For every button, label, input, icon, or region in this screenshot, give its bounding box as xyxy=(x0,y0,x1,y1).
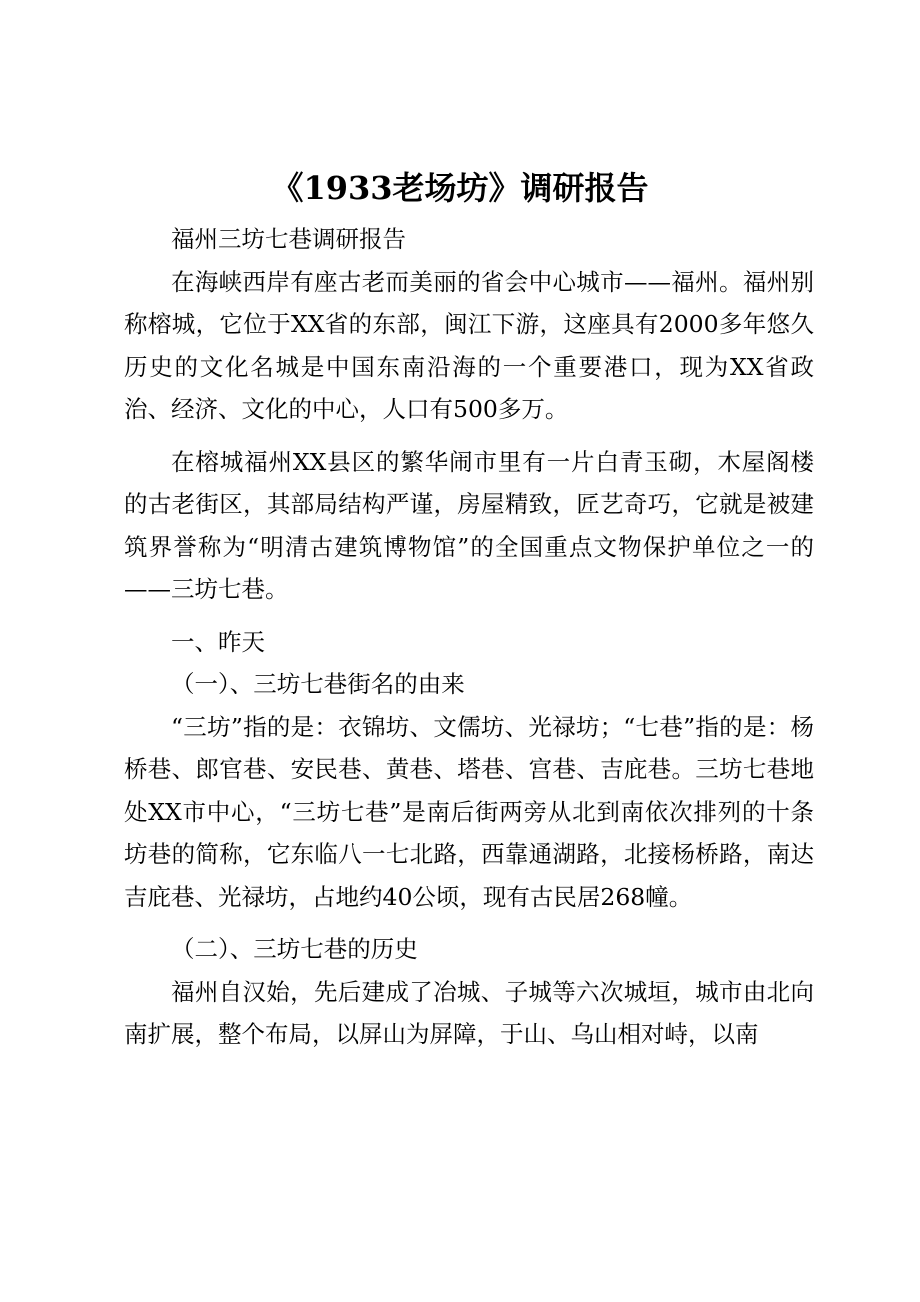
subsection-heading-street-names: （一）、三坊七巷街名的由来 xyxy=(171,670,465,698)
section-heading-yesterday: 一、昨天 xyxy=(171,627,265,656)
intro-paragraph: 在海峡西岸有座古老而美丽的省会中心城市——福州。福州别称榕城，它位于XX省的东部，闽江下游，这座具有2000多年悠久历史的文化名城是中国东南沿海的一个重要港口，现为XX省政治、经济、文化的中心，人口有500多万。 xyxy=(124,267,814,423)
history-paragraph: 福州自汉始，先后建成了冶城、子城等六次城垣，城市由北向南扩展，整个布局，以屏山为屏障，于山、乌山相对峙，以南 xyxy=(124,977,814,1048)
subsection-heading-history: （二）、三坊七巷的历史 xyxy=(171,935,418,963)
location-paragraph: 在榕城福州XX县区的繁华闹市里有一片白青玉砌，木屋阁楼的古老街区，其部局结构严谨，房屋精致，匠艺奇巧，它就是被建筑界誉称为“明清古建筑博物馆”的全国重点文物保护单位之一的——三坊七巷。 xyxy=(124,447,814,603)
document-title: 《1933老场坊》调研报告 xyxy=(271,169,649,207)
document-body xyxy=(124,218,814,1056)
subtitle-paragraph: 福州三坊七巷调研报告 xyxy=(171,225,406,253)
street-names-paragraph: “三坊”指的是：衣锦坊、文儒坊、光禄坊；“七巷”指的是：杨桥巷、郎官巷、安民巷、黄巷、塔巷、宫巷、吉庇巷。三坊七巷地处XX市中心，“三坊七巷”是南后街两旁从北到南依次排列的十条坊巷的简称，它东临八一七北路，西靠通湖路，北接杨桥路，南达吉庇巷、光禄坊，占地约40公顷，现有古民居268幢。 xyxy=(124,712,814,911)
